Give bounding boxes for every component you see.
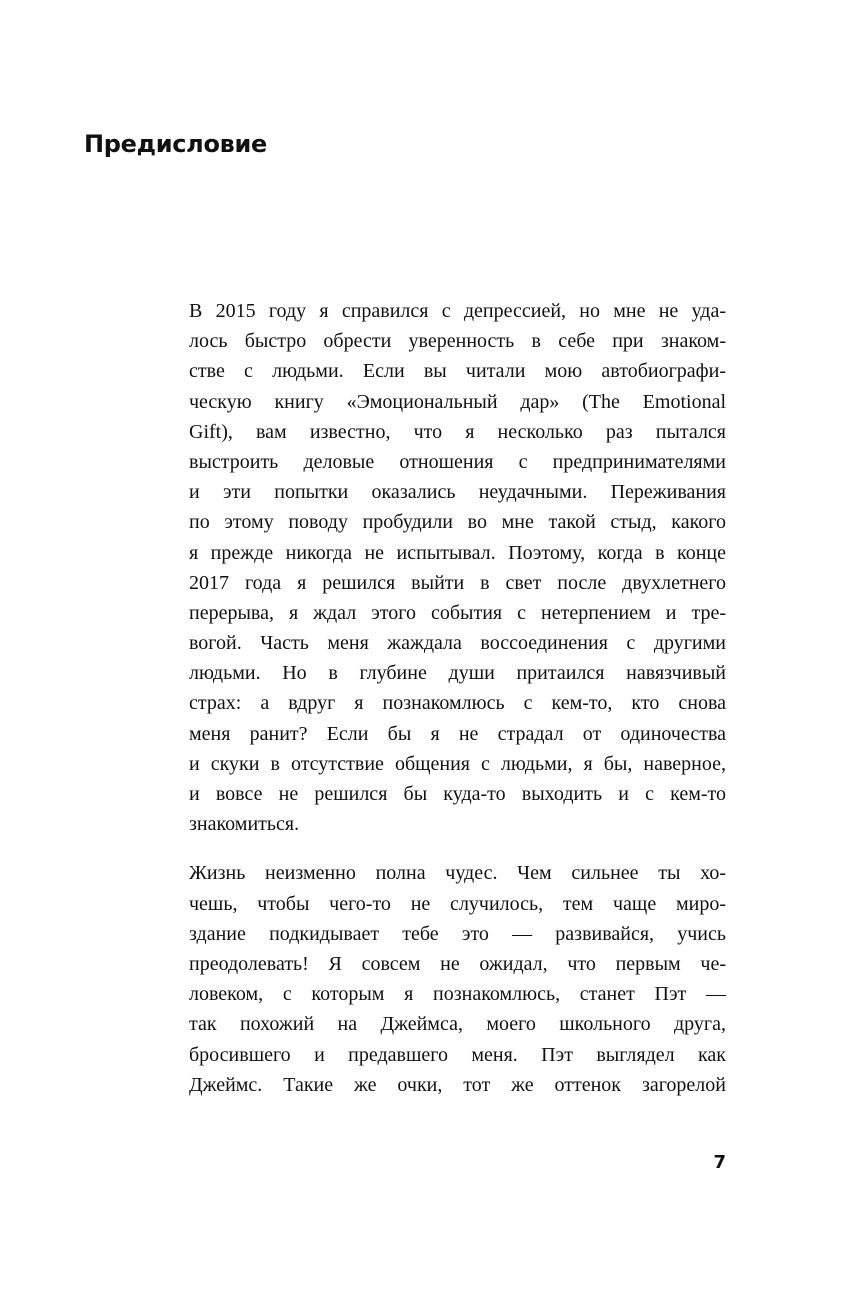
text-line: выстроить деловые отношения с предпринимателями bbox=[189, 450, 726, 473]
body-text bbox=[189, 296, 726, 1100]
chapter-title: Предисловие bbox=[84, 130, 268, 158]
text-line: Жизнь неизменно полна чудес. Чем сильнее ты хо- bbox=[189, 862, 726, 885]
text-line: В 2015 году я справился с депрессией, но мне не уда- bbox=[189, 300, 726, 322]
text-line: 2017 года я решился выйти в свет после двухлетнего bbox=[189, 571, 726, 594]
text-line: лось быстро обрести уверенность в себе при знаком- bbox=[189, 330, 726, 353]
text-line: и вовсе не решился бы куда-то выходить и с кем-то bbox=[189, 783, 726, 805]
text-line: Gift), вам известно, что я несколько раз пытался bbox=[189, 420, 726, 443]
text-line: бросившего и предавшего меня. Пэт выглядел как bbox=[189, 1043, 726, 1066]
page-number: 7 bbox=[713, 1152, 726, 1173]
text-line: и эти попытки оказались неудачными. Переживания bbox=[189, 481, 726, 504]
text-line: я прежде никогда не испытывал. Поэтому, когда в конце bbox=[189, 541, 726, 564]
text-line: страх: а вдруг я познакомлюсь с кем-то, кто снова bbox=[189, 692, 726, 715]
text-line: вогой. Часть меня жаждала воссоединения с другими bbox=[189, 632, 726, 655]
text-line: меня ранит? Если бы я не страдал от одиночества bbox=[189, 722, 726, 745]
text-line: Джеймс. Такие же очки, тот же оттенок загорелой bbox=[189, 1073, 726, 1096]
paragraph-1 bbox=[189, 296, 726, 839]
text-line: знакомиться. bbox=[189, 813, 300, 836]
text-line: ловеком, с которым я познакомлюсь, станет Пэт — bbox=[189, 983, 726, 1006]
text-line: людьми. Но в глубине души притаился навязчивый bbox=[189, 662, 726, 685]
text-line: стве с людьми. Если вы читали мою автобиографи- bbox=[189, 360, 726, 383]
text-line: ческую книгу «Эмоциональный дар» (The Emotional bbox=[189, 390, 726, 413]
text-line: перерыва, я ждал этого события с нетерпением и тре- bbox=[189, 601, 726, 624]
text-line: здание подкидывает тебе это — развивайся, учись bbox=[189, 922, 726, 945]
text-line: так похожий на Джеймса, моего школьного друга, bbox=[189, 1013, 726, 1036]
paragraph-2 bbox=[189, 858, 726, 1100]
text-line: и скуки в отсутствие общения с людьми, я бы, наверное, bbox=[189, 752, 726, 775]
text-line: чешь, чтобы чего-то не случилось, тем чаще миро- bbox=[189, 892, 726, 915]
text-line: по этому поводу пробудили во мне такой стыд, какого bbox=[189, 511, 726, 534]
text-line: преодолевать! Я совсем не ожидал, что первым че- bbox=[189, 952, 726, 975]
